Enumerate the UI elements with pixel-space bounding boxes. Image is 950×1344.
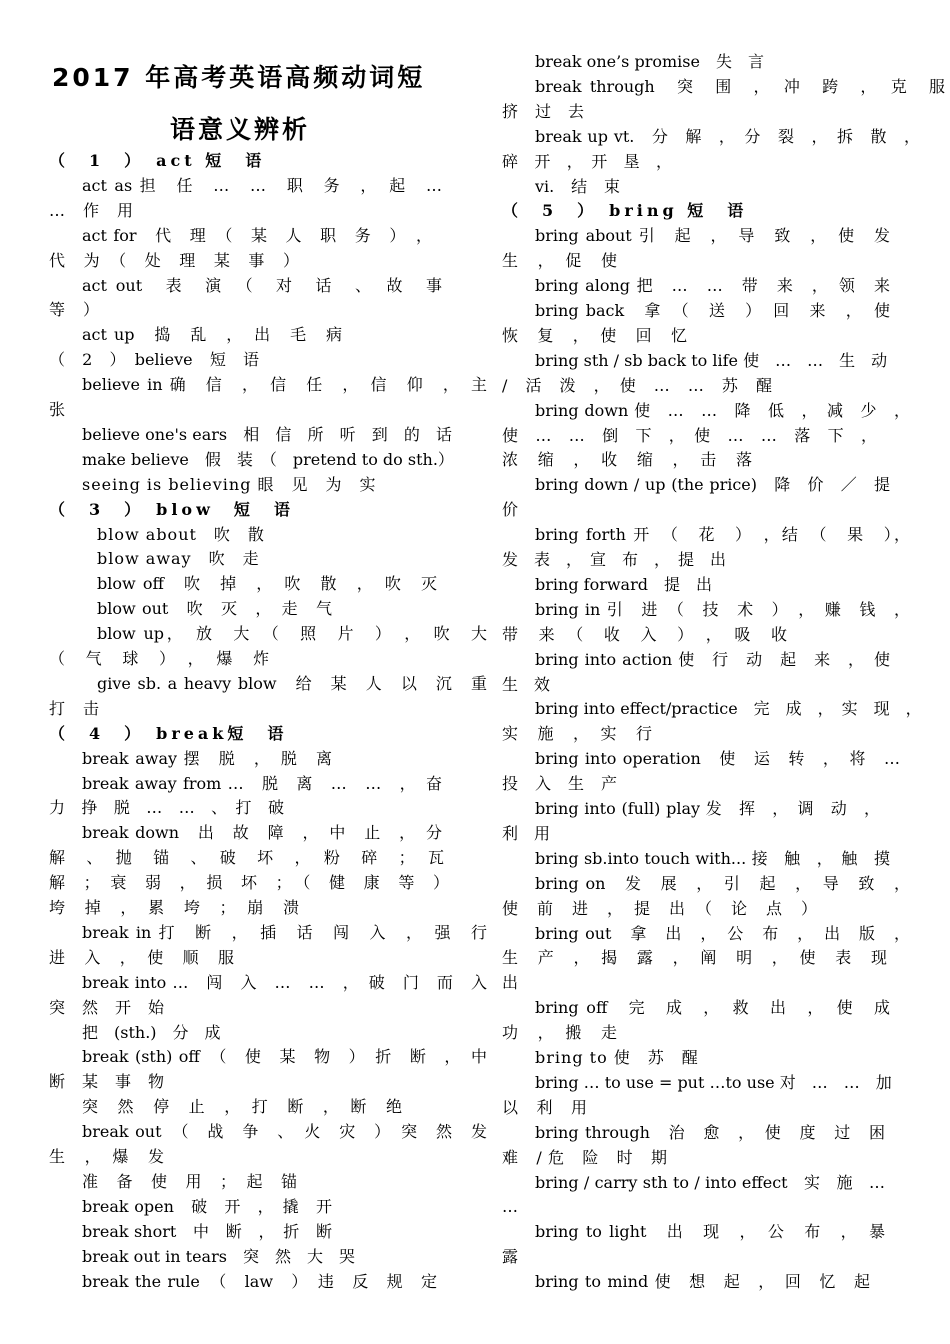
left-text-line: （ 2 ） believe 短 语	[49, 350, 259, 369]
left-text-line: seeing is believing 眼 见 为 实	[82, 475, 377, 494]
right-text-line: bring to mind 使 想 起 ， 回 忆 起	[535, 1272, 870, 1291]
right-text-line: 露	[502, 1247, 520, 1266]
right-text-line: bring to 使 苏 醒	[535, 1048, 699, 1067]
left-text-line: break the rule （ law ） 违 反 规 定	[82, 1272, 437, 1291]
left-text-line: blow up， 放 大 （ 照 片 ） ， 吹 大	[97, 624, 487, 643]
right-text-line: bring along 把 … … 带 来 ， 领 来	[535, 276, 890, 295]
right-text-line: 利 用	[502, 824, 551, 843]
left-text-line: 进 入 ， 使 顺 服	[49, 948, 234, 967]
left-text-line: act for 代 理 （ 某 人 职 务 ） ，	[82, 226, 432, 245]
left-text-line: act out 表 演 （ 对 话 、 故 事	[82, 276, 442, 295]
document-title-line-2: 语意义辨析	[170, 115, 311, 144]
right-text-line: 投 入 生 产	[502, 774, 617, 793]
left-text-line: break (sth) off （ 使 某 物 ） 折 断 ， 中	[82, 1047, 487, 1066]
left-text-line: 突 然 开 始	[49, 998, 164, 1017]
left-text-line: 代 为 （ 处 理 某 事 ）	[49, 251, 299, 270]
left-text-line: believe one's ears 相 信 所 听 到 的 话	[82, 425, 452, 444]
left-section-heading: （ 4 ） break短 语	[49, 724, 288, 743]
right-section-heading: （ 5 ） bring 短 语	[502, 201, 748, 220]
left-text-line: break out in tears 突 然 大 哭	[82, 1247, 355, 1266]
right-text-line: 功 ， 搬 走	[502, 1023, 617, 1042]
left-text-line: 解 、 抛 锚 、 破 坏 ， 粉 碎 ； 瓦	[49, 848, 444, 867]
right-text-line: bring down / up (the price) 降 价 ／ 提	[535, 475, 890, 494]
left-text-line: break short 中 断 ， 折 断	[82, 1222, 332, 1241]
document-title-line-1: 2017 年高考英语高频动词短	[52, 63, 426, 92]
right-text-line: 挤 过 去	[502, 102, 584, 121]
left-text-line: believe in 确 信 ， 信 任 ， 信 仰 ， 主	[82, 375, 487, 394]
right-text-line: 使 前 进 ， 提 出 （ 论 点 ）	[502, 899, 817, 918]
left-text-line: （ 气 球 ） ， 爆 炸	[49, 649, 269, 668]
right-text-line: bring sth / sb back to life 使 … … 生 动	[535, 351, 888, 370]
left-text-line: 把 (sth.) 分 成	[82, 1023, 221, 1042]
right-text-line: bring in 引 进 （ 技 术 ） ， 赚 钱 ，	[535, 600, 910, 619]
right-text-line: vi. 结 束	[535, 177, 620, 196]
left-text-line: 张	[49, 400, 67, 419]
right-text-line: 价	[502, 500, 520, 519]
right-text-line: bring forth 开 （ 花 ） ，结 （ 果 ），	[535, 525, 910, 544]
right-text-line: 出	[502, 973, 520, 992]
right-text-line: 生 ， 促 使	[502, 251, 617, 270]
left-text-line: give sb. a heavy blow 给 某 人 以 沉 重	[97, 674, 487, 693]
right-text-line: 生 产 ， 揭 露 ， 阐 明 ， 使 表 现	[502, 948, 887, 967]
left-text-line: blow out 吹 灭 ， 走 气	[97, 599, 332, 618]
right-text-line: break up vt. 分 解 ， 分 裂 ， 拆 散 ，	[535, 127, 920, 146]
right-text-line: bring … to use = put …to use 对 … … 加	[535, 1073, 892, 1092]
left-text-line: break into … 闯 入 … … ， 破 门 而 入	[82, 973, 487, 992]
right-text-line: bring into action 使 行 动 起 来 ， 使	[535, 650, 890, 669]
left-text-line: act as 担 任 … … 职 务 ， 起 …	[82, 176, 442, 195]
left-section-heading: （ 1 ） act 短 语	[49, 151, 266, 170]
left-text-line: blow about 吹 散	[97, 525, 265, 544]
right-text-line: 碎 开 ， 开 垦 ，	[502, 152, 672, 171]
left-section-heading: （ 3 ） blow 短 语	[49, 500, 294, 519]
left-text-line: 解 ； 衰 弱 ， 损 坏 ； （ 健 康 等 ）	[49, 873, 449, 892]
left-text-line: … 作 用	[49, 201, 135, 220]
left-text-line: break in 打 断 ， 插 话 闯 入 ， 强 行	[82, 923, 487, 942]
right-text-line: 使 … … 倒 下 ， 使 … … 落 下 ，	[502, 426, 877, 445]
right-text-line: …	[502, 1197, 519, 1216]
right-text-line: 以 利 用	[502, 1098, 587, 1117]
left-text-line: 准 备 使 用 ； 起 锚	[82, 1172, 297, 1191]
left-text-line: break out （ 战 争 、 火 灾 ） 突 然 发	[82, 1122, 487, 1141]
left-text-line: break away 摆 脱 ， 脱 离	[82, 749, 332, 768]
right-text-line: bring off 完 成 ， 救 出 ， 使 成	[535, 998, 890, 1017]
right-text-line: bring out 拿 出 ， 公 布 ， 出 版 ，	[535, 924, 910, 943]
right-text-line: break through 突 围 ， 冲 跨 ， 克 服	[535, 77, 945, 96]
right-text-line: 带 来 （ 收 入 ） ， 吸 收	[502, 625, 787, 644]
right-text-line: bring forward 提 出	[535, 575, 712, 594]
right-text-line: bring down 使 … … 降 低 ， 减 少 ，	[535, 401, 910, 420]
right-text-line: bring into effect/practice 完 成 ， 实 现 ，	[535, 699, 922, 718]
right-text-line: bring into operation 使 运 转 ， 将 …	[535, 749, 900, 768]
left-text-line: 突 然 停 止 ， 打 断 ， 断 绝	[82, 1097, 402, 1116]
right-text-line: 生 效	[502, 675, 551, 694]
left-text-line: blow away 吹 走	[97, 549, 260, 568]
right-text-line: / 活 泼 ， 使 … … 苏 醒	[502, 376, 772, 395]
left-text-line: 等 ）	[49, 300, 101, 319]
left-text-line: act up 捣 乱 ， 出 毛 病	[82, 325, 342, 344]
left-text-line: break away from … 脱 离 … … ， 奋	[82, 774, 442, 793]
left-text-line: 打 击	[49, 699, 101, 718]
right-text-line: 实 施 ， 实 行	[502, 724, 652, 743]
right-text-line: 发 表 ， 宣 布 ， 提 出	[502, 550, 727, 569]
left-text-line: 生 ， 爆 发	[49, 1147, 164, 1166]
right-text-line: 恢 复 ， 使 回 忆	[502, 326, 687, 345]
left-text-line: blow off 吹 掉 ， 吹 散 ， 吹 灭	[97, 574, 437, 593]
left-text-line: 力 挣 脱 … … 、 打 破	[49, 798, 284, 817]
left-text-line: make believe 假 装 （ pretend to do sth.）	[82, 450, 454, 469]
right-text-line: 浓 缩 ， 收 缩 ， 击 落	[502, 450, 752, 469]
left-text-line: 断 某 事 物	[49, 1072, 164, 1091]
right-text-line: bring sb.into touch with... 接 触 ， 触 摸	[535, 849, 890, 868]
right-text-line: bring through 治 愈 ， 使 度 过 困	[535, 1123, 885, 1142]
right-text-line: bring about 引 起 ， 导 致 ， 使 发	[535, 226, 890, 245]
right-text-line: bring / carry sth to / into effect 实 施 …	[535, 1173, 885, 1192]
right-text-line: bring into (full) play 发 挥 ， 调 动 ，	[535, 799, 880, 818]
left-text-line: 垮 掉 ， 累 垮 ； 崩 溃	[49, 898, 299, 917]
right-text-line: 难 / 危 险 时 期	[502, 1148, 667, 1167]
left-text-line: break open 破 开 ， 撬 开	[82, 1197, 332, 1216]
right-text-line: bring back 拿 （ 送 ） 回 来 ， 使	[535, 301, 890, 320]
right-text-line: bring on 发 展 ， 引 起 ， 导 致 ，	[535, 874, 910, 893]
right-text-line: break one’s promise 失 言	[535, 52, 764, 71]
left-text-line: break down 出 故 障 ， 中 止 ， 分	[82, 823, 442, 842]
right-text-line: bring to light 出 现 ， 公 布 ， 暴	[535, 1222, 885, 1241]
